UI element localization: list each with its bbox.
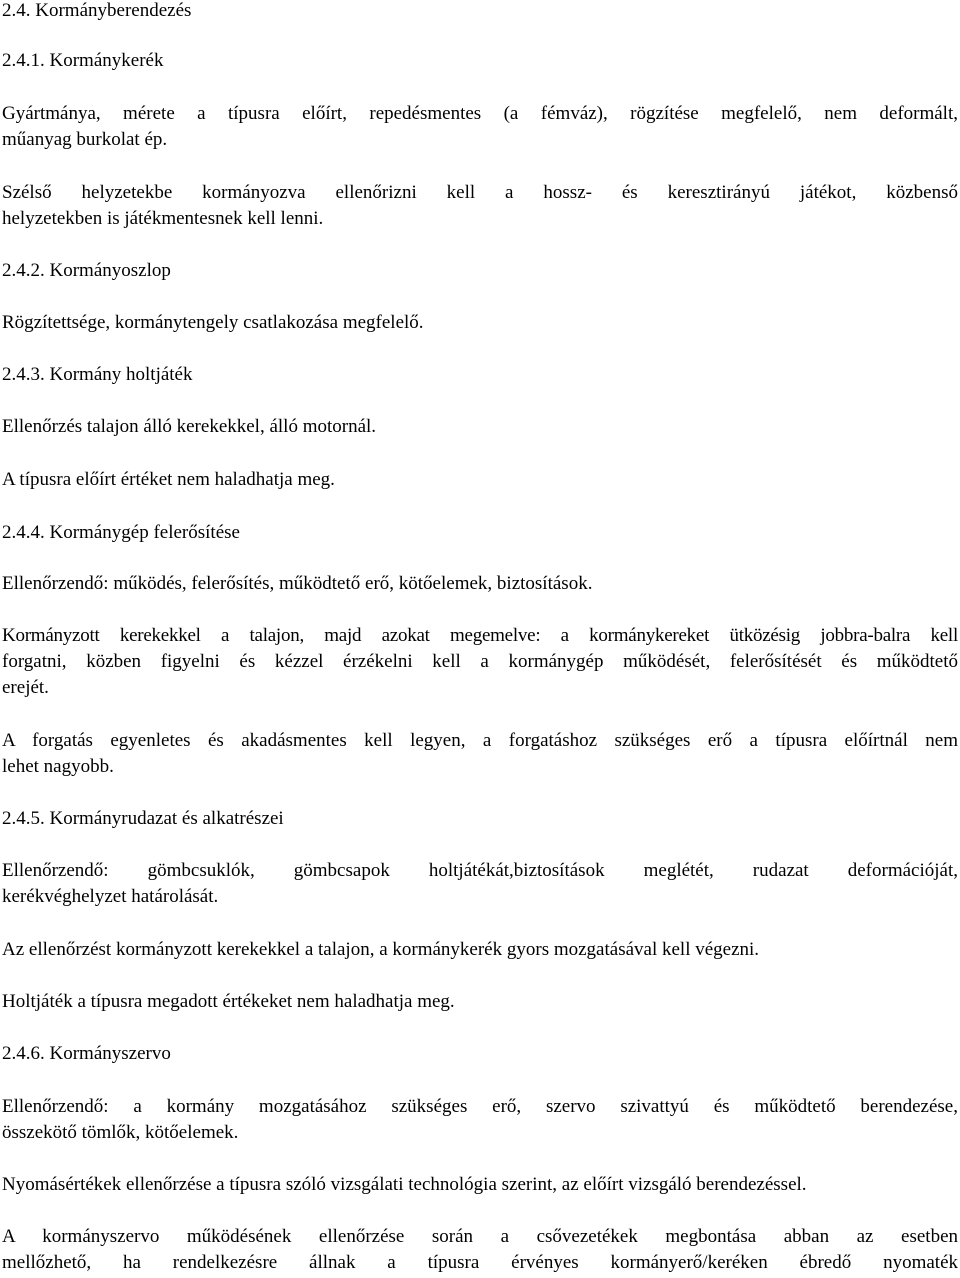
text-line: Ellenőrzendő: gömbcsuklók, gömbcsapok holtjátékát,biztosítások meglétét, rudazat deformációját,: [2, 860, 958, 881]
paragraph-rogzitettseg: [2, 310, 958, 336]
text-line: Az ellenőrzést kormányzott kerekekkel a talajon, a kormánykerék gyors mozgatásával kell végezni.: [2, 939, 760, 960]
text-line: Rögzítettsége, kormánytengely csatlakozása megfelelő.: [2, 312, 424, 333]
text-line: 2.4.2. Kormányoszlop: [2, 260, 171, 281]
paragraph-eloirt-ertek: [2, 467, 958, 493]
paragraph-kormanyszervo-mukodes: [2, 1224, 958, 1276]
text-line: Ellenőrzés talajon álló kerekekkel, álló motornál.: [2, 416, 377, 437]
paragraph-ellenorzendo-mukodes: [2, 571, 958, 597]
text-line: 2.4.6. Kormányszervo: [2, 1043, 171, 1064]
text-line: Holtjáték a típusra megadott értékeket nem haladhatja meg.: [2, 991, 455, 1012]
text-line: Ellenőrzendő: működés, felerősítés, működtető erő, kötőelemek, biztosítások.: [2, 573, 593, 594]
text-line: A típusra előírt értéket nem haladhatja meg.: [2, 469, 335, 490]
paragraph-forgatas-egyenletes: [2, 728, 958, 780]
text-line: 2.4.4. Kormánygép felerősítése: [2, 522, 240, 543]
text-line: helyzetekben is játékmentesnek kell lenni.: [2, 208, 324, 229]
text-line: Nyomásértékek ellenőrzése a típusra szóló vizsgálati technológia szerint, az előírt vizsgáló berendezéssel.: [2, 1174, 807, 1195]
paragraph-szelso-helyzetek: [2, 180, 958, 232]
text-line: 2.4. Kormányberendezés: [2, 0, 192, 21]
paragraph-holtjatek: [2, 989, 958, 1015]
text-line: 2.4.5. Kormányrudazat és alkatrészei: [2, 808, 284, 829]
text-line: összekötő tömlők, kötőelemek.: [2, 1122, 239, 1143]
section-heading-2-4-3: [2, 362, 958, 388]
text-line: Kormányzott kerekekkel a talajon, majd azokat megemelve: a kormánykereket ütközésig jobbra-balra kell: [2, 625, 958, 646]
text-line: A forgatás egyenletes és akadásmentes kell legyen, a forgatáshoz szükséges erő a típusra előírtnál nem: [2, 730, 958, 751]
section-heading-2-4: [2, 0, 958, 24]
paragraph-nyomasertekek: [2, 1172, 958, 1198]
text-line: Gyártmánya, mérete a típusra előírt, repedésmentes (a fémváz), rögzítése megfelelő, nem deformált,: [2, 103, 958, 124]
document-page: [2, 0, 958, 1278]
text-line: Szélső helyzetekbe kormányozva ellenőrizni kell a hossz- és keresztirányú játékot, közbenső: [2, 182, 958, 203]
text-line: lehet nagyobb.: [2, 756, 114, 777]
section-heading-2-4-1: [2, 48, 958, 74]
text-line: mellőzhető, ha rendelkezésre állnak a típusra érvényes kormányerő/keréken ébredő nyomaték: [2, 1252, 958, 1273]
text-line: erejét.: [2, 677, 49, 698]
paragraph-kormanykerek-gyartmanya: [2, 101, 958, 153]
section-heading-2-4-6: [2, 1041, 958, 1067]
text-line: műanyag burkolat ép.: [2, 129, 168, 150]
paragraph-kormany-mozgatasa: [2, 1094, 958, 1146]
text-line: 2.4.3. Kormány holtjáték: [2, 364, 193, 385]
section-heading-2-4-2: [2, 258, 958, 284]
section-heading-2-4-5: [2, 806, 958, 832]
text-line: A kormányszervo működésének ellenőrzése során a csővezetékek megbontása abban az esetben: [2, 1226, 958, 1247]
section-heading-2-4-4: [2, 520, 958, 546]
paragraph-kormanyzott-kerekekkel: [2, 623, 958, 701]
text-line: Ellenőrzendő: a kormány mozgatásához szükséges erő, szervo szivattyú és működtető berendezése,: [2, 1096, 958, 1117]
paragraph-gombcsuklok: [2, 858, 958, 910]
text-line: 2.4.1. Kormánykerék: [2, 50, 164, 71]
paragraph-ellenorzes-talajon: [2, 414, 958, 440]
text-line: forgatni, közben figyelni és kézzel érzékelni kell a kormánygép működését, felerősítését és működtető: [2, 651, 958, 672]
text-line: kerékvéghelyzet határolását.: [2, 886, 219, 907]
paragraph-az-ellenorzest: [2, 937, 958, 963]
